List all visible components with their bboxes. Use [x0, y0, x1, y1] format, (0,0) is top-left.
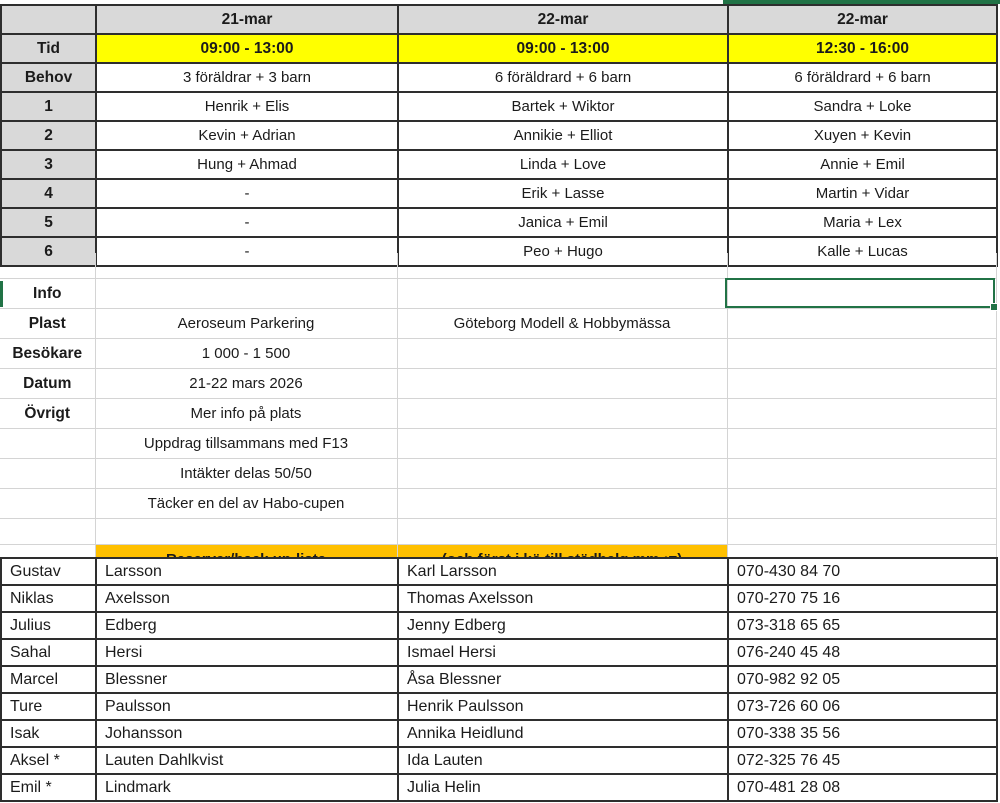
table-row [0, 399, 996, 429]
phone-cell[interactable]: 070-338 35 56 [728, 720, 997, 747]
info-title-cell[interactable]: Info [0, 279, 95, 309]
assignment-cell[interactable]: - [96, 179, 398, 208]
empty-cell[interactable] [397, 279, 727, 309]
info-value-cell[interactable]: Intäkter delas 50/50 [95, 459, 397, 489]
assignment-cell[interactable]: Maria + Lex [728, 208, 997, 237]
table-row [0, 339, 996, 369]
assignment-cell[interactable]: Annie + Emil [728, 150, 997, 179]
row-label-cell[interactable]: 6 [1, 237, 96, 266]
empty-cell[interactable] [95, 253, 397, 279]
assignment-cell[interactable]: Kalle + Lucas [728, 237, 997, 266]
row-label-cell[interactable]: 1 [1, 92, 96, 121]
empty-cell[interactable] [727, 429, 996, 459]
empty-cell[interactable] [0, 253, 95, 279]
contact-name-cell[interactable]: Ismael Hersi [398, 639, 728, 666]
table-row [1, 585, 997, 612]
info-label-cell[interactable] [0, 489, 95, 519]
selection-edge-top [723, 0, 1000, 4]
assignment-cell[interactable]: Hung + Ahmad [96, 150, 398, 179]
contact-name-cell[interactable]: Åsa Blessner [398, 666, 728, 693]
table-row [0, 369, 996, 399]
row-label-cell[interactable]: Tid [1, 34, 96, 63]
schedule-table [0, 4, 998, 267]
table-row [1, 639, 997, 666]
assignment-cell[interactable]: Erik + Lasse [398, 179, 728, 208]
table-row [1, 34, 997, 63]
empty-cell[interactable] [727, 399, 996, 429]
table-row [1, 612, 997, 639]
info-value-cell[interactable] [397, 339, 727, 369]
empty-cell[interactable] [727, 253, 996, 279]
first-name-cell[interactable]: Sahal [1, 639, 96, 666]
time-cell[interactable]: 09:00 - 13:00 [398, 34, 728, 63]
info-label-cell[interactable]: Övrigt [0, 399, 95, 429]
table-row [1, 774, 997, 801]
phone-cell[interactable]: 076-240 45 48 [728, 639, 997, 666]
phone-cell[interactable]: 073-318 65 65 [728, 612, 997, 639]
assignment-cell[interactable]: Annikie + Elliot [398, 121, 728, 150]
table-row [1, 150, 997, 179]
info-label-cell[interactable] [0, 429, 95, 459]
date-header-cell[interactable]: 22-mar [398, 5, 728, 34]
reserve-table [0, 557, 998, 802]
need-cell[interactable]: 6 föräldrard + 6 barn [398, 63, 728, 92]
table-row [0, 253, 996, 279]
table-row [1, 92, 997, 121]
phone-cell[interactable]: 070-982 92 05 [728, 666, 997, 693]
first-name-cell[interactable]: Emil * [1, 774, 96, 801]
phone-cell[interactable]: 073-726 60 06 [728, 693, 997, 720]
contact-name-cell[interactable]: Jenny Edberg [398, 612, 728, 639]
table-row [1, 720, 997, 747]
assignment-cell[interactable]: Linda + Love [398, 150, 728, 179]
table-row [1, 558, 997, 585]
contact-name-cell[interactable]: Julia Helin [398, 774, 728, 801]
assignment-cell[interactable]: Peo + Hugo [398, 237, 728, 266]
last-name-cell[interactable]: Edberg [96, 612, 398, 639]
info-value-cell[interactable]: Göteborg Modell & Hobbymässa [397, 309, 727, 339]
last-name-cell[interactable]: Lindmark [96, 774, 398, 801]
table-row [1, 121, 997, 150]
assignment-cell[interactable]: Bartek + Wiktor [398, 92, 728, 121]
last-name-cell[interactable]: Larsson [96, 558, 398, 585]
empty-cell[interactable] [727, 369, 996, 399]
info-label-cell[interactable] [0, 459, 95, 489]
empty-cell[interactable] [397, 519, 727, 545]
table-row [1, 208, 997, 237]
table-row [1, 5, 997, 34]
last-name-cell[interactable]: Paulsson [96, 693, 398, 720]
assignment-cell[interactable]: Henrik + Elis [96, 92, 398, 121]
first-name-cell[interactable]: Ture [1, 693, 96, 720]
assignment-cell[interactable]: Sandra + Loke [728, 92, 997, 121]
info-label-cell[interactable]: Datum [0, 369, 95, 399]
row-label-cell[interactable]: 4 [1, 179, 96, 208]
table-row [0, 519, 996, 545]
first-name-cell[interactable]: Isak [1, 720, 96, 747]
empty-cell[interactable] [0, 519, 95, 545]
info-value-cell[interactable] [397, 489, 727, 519]
active-cell[interactable] [725, 278, 995, 308]
first-name-cell[interactable]: Gustav [1, 558, 96, 585]
empty-cell[interactable] [95, 519, 397, 545]
empty-cell[interactable] [727, 519, 996, 545]
need-cell[interactable]: 6 föräldrard + 6 barn [728, 63, 997, 92]
info-value-cell[interactable]: Täcker en del av Habo-cupen [95, 489, 397, 519]
contact-name-cell[interactable]: Karl Larsson [398, 558, 728, 585]
table-row [0, 429, 996, 459]
row-label-cell[interactable]: 3 [1, 150, 96, 179]
table-row [1, 693, 997, 720]
row-label-cell[interactable]: 2 [1, 121, 96, 150]
contact-name-cell[interactable]: Thomas Axelsson [398, 585, 728, 612]
info-value-cell[interactable] [397, 459, 727, 489]
assignment-cell[interactable]: - [96, 208, 398, 237]
corner-cell[interactable] [1, 5, 96, 34]
row-label-cell[interactable]: Behov [1, 63, 96, 92]
first-name-cell[interactable]: Marcel [1, 666, 96, 693]
info-value-cell[interactable]: 21-22 mars 2026 [95, 369, 397, 399]
last-name-cell[interactable]: Axelsson [96, 585, 398, 612]
empty-cell[interactable] [95, 279, 397, 309]
info-label-cell[interactable]: Besökare [0, 339, 95, 369]
assignment-cell[interactable]: - [96, 237, 398, 266]
date-header-cell[interactable]: 22-mar [728, 5, 997, 34]
empty-cell[interactable] [397, 253, 727, 279]
phone-cell[interactable]: 070-430 84 70 [728, 558, 997, 585]
assignment-cell[interactable]: Xuyen + Kevin [728, 121, 997, 150]
info-label-cell[interactable]: Plast [0, 309, 95, 339]
time-cell[interactable]: 09:00 - 13:00 [96, 34, 398, 63]
table-row [1, 747, 997, 774]
date-header-cell[interactable]: 21-mar [96, 5, 398, 34]
info-value-cell[interactable] [397, 399, 727, 429]
first-name-cell[interactable]: Niklas [1, 585, 96, 612]
table-row [1, 63, 997, 92]
info-value-cell[interactable] [397, 429, 727, 459]
empty-cell[interactable] [727, 489, 996, 519]
assignment-cell[interactable]: Martin + Vidar [728, 179, 997, 208]
empty-cell[interactable] [727, 339, 996, 369]
contact-name-cell[interactable]: Ida Lauten [398, 747, 728, 774]
first-name-cell[interactable]: Aksel * [1, 747, 96, 774]
first-name-cell[interactable]: Julius [1, 612, 96, 639]
time-cell[interactable]: 12:30 - 16:00 [728, 34, 997, 63]
info-value-cell[interactable] [397, 369, 727, 399]
table-row [0, 489, 996, 519]
info-value-cell[interactable]: Aeroseum Parkering [95, 309, 397, 339]
need-cell[interactable]: 3 föräldrar + 3 barn [96, 63, 398, 92]
table-row [1, 666, 997, 693]
info-value-cell[interactable]: Uppdrag tillsammans med F13 [95, 429, 397, 459]
selection-edge-left [0, 281, 3, 307]
phone-cell[interactable]: 070-270 75 16 [728, 585, 997, 612]
row-label-cell[interactable]: 5 [1, 208, 96, 237]
info-value-cell[interactable]: Mer info på plats [95, 399, 397, 429]
phone-cell[interactable]: 070-481 28 08 [728, 774, 997, 801]
last-name-cell[interactable]: Hersi [96, 639, 398, 666]
contact-name-cell[interactable]: Henrik Paulsson [398, 693, 728, 720]
assignment-cell[interactable]: Kevin + Adrian [96, 121, 398, 150]
contact-name-cell[interactable]: Annika Heidlund [398, 720, 728, 747]
info-value-cell[interactable]: 1 000 - 1 500 [95, 339, 397, 369]
empty-cell[interactable] [727, 309, 996, 339]
empty-cell[interactable] [727, 459, 996, 489]
last-name-cell[interactable]: Blessner [96, 666, 398, 693]
table-row [0, 309, 996, 339]
assignment-cell[interactable]: Janica + Emil [398, 208, 728, 237]
table-row [0, 459, 996, 489]
phone-cell[interactable]: 072-325 76 45 [728, 747, 997, 774]
table-row [1, 179, 997, 208]
last-name-cell[interactable]: Johansson [96, 720, 398, 747]
last-name-cell[interactable]: Lauten Dahlkvist [96, 747, 398, 774]
